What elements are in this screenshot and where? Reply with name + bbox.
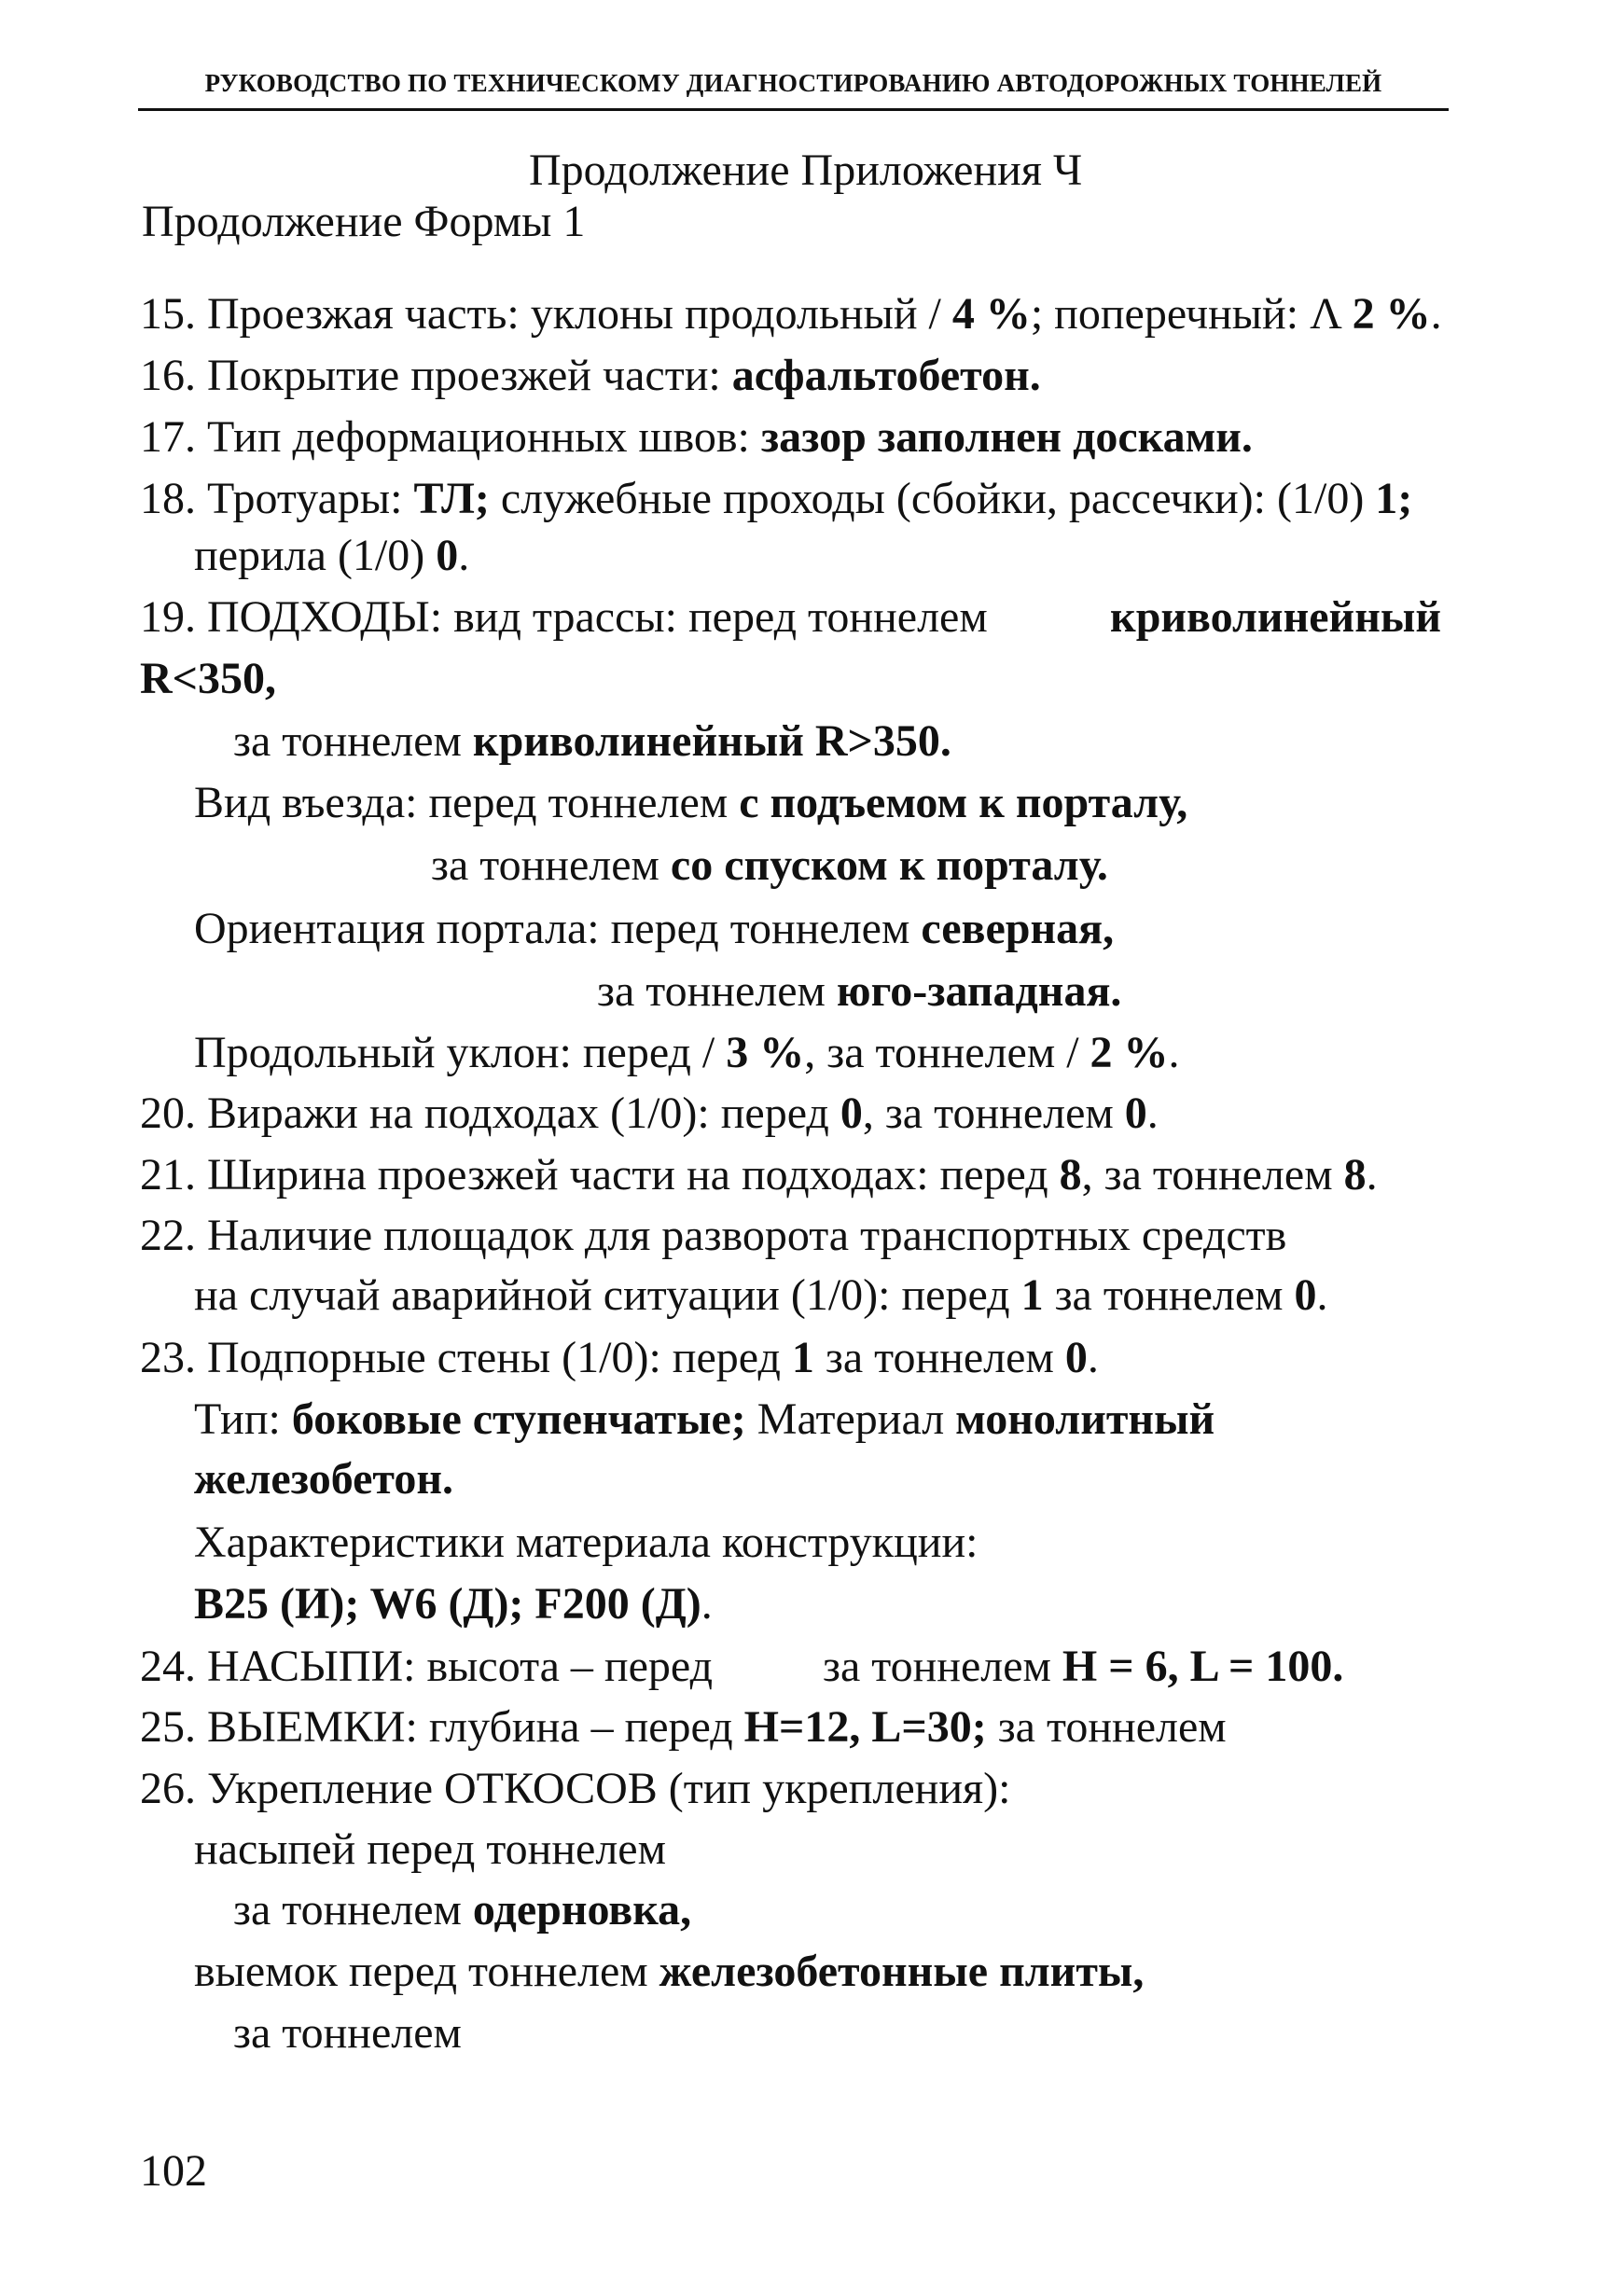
item-24: 24. НАСЫПИ: высота – перед	[140, 1642, 714, 1691]
wall-type: Тип: боковые ступенчатые; Материал монолитный	[194, 1394, 1215, 1444]
material-characteristics: Характеристики материала конструкции:	[194, 1518, 979, 1567]
item-15: 15. Проезжая часть: уклоны продольный / 4 %; поперечный: Λ 2 %.	[140, 289, 1442, 339]
item-25: 25. ВЫЕМКИ: глубина – перед Н=12, L=30; за тоннелем	[140, 1702, 1227, 1752]
item-26-embankments-after: за тоннелем одерновка,	[233, 1885, 692, 1934]
portal-orientation-after: за тоннелем юго-западная.	[597, 966, 1122, 1016]
item-23: 23. Подпорные стены (1/0): перед 1 за тоннелем 0.	[140, 1333, 1099, 1382]
header-rule	[138, 108, 1449, 111]
item-26-cuts-after: за тоннелем	[233, 2008, 462, 2058]
entry-type: Вид въезда: перед тоннелем с подъемом к порталу,	[194, 778, 1188, 827]
item-17: 17. Тип деформационных швов: зазор заполнен досками.	[140, 412, 1253, 462]
form-title: Продолжение Формы 1	[142, 197, 586, 246]
item-26: 26. Укрепление ОТКОСОВ (тип укрепления):	[140, 1764, 1011, 1813]
material-values: B25 (И); W6 (Д); F200 (Д).	[194, 1579, 713, 1629]
entry-type-after: за тоннелем со спуском к порталу.	[431, 840, 1108, 890]
item-18: 18. Тротуары: ТЛ; служебные проходы (сбойки, рассечки): (1/0) 1;	[140, 474, 1413, 523]
item-26-embankments: насыпей перед тоннелем	[194, 1824, 666, 1874]
item-20: 20. Виражи на подходах (1/0): перед 0, за тоннелем 0.	[140, 1089, 1159, 1138]
item-26-cuts: выемок перед тоннелем железобетонные плиты,	[194, 1947, 1145, 1996]
item-24-after: за тоннелем Н = 6, L = 100.	[823, 1642, 1344, 1691]
item-22: 22. Наличие площадок для разворота транспортных средств	[140, 1211, 1287, 1260]
appendix-title: Продолжение Приложения Ч	[529, 146, 1083, 195]
wall-type-cont: железобетон.	[194, 1454, 453, 1504]
longitudinal-slope: Продольный уклон: перед / 3 %, за тоннелем / 2 %.	[194, 1028, 1180, 1077]
page-number: 102	[140, 2146, 207, 2196]
item-22-cont: на случай аварийной ситуации (1/0): перед 1 за тоннелем 0.	[194, 1270, 1328, 1320]
item-16: 16. Покрытие проезжей части: асфальтобетон.	[140, 351, 1041, 400]
item-21: 21. Ширина проезжей части на подходах: перед 8, за тоннелем 8.	[140, 1150, 1378, 1199]
portal-orientation: Ориентация портала: перед тоннелем северная,	[194, 904, 1115, 953]
item-19: 19. ПОДХОДЫ: вид трассы: перед тоннелем криволинейный	[140, 592, 1441, 642]
item-19-cont: R<350,	[140, 654, 277, 703]
item-18-cont: перила (1/0) 0.	[194, 531, 470, 580]
running-header: РУКОВОДСТВО ПО ТЕХНИЧЕСКОМУ ДИАГНОСТИРОВАНИЮ АВТОДОРОЖНЫХ ТОННЕЛЕЙ	[204, 69, 1382, 97]
item-19-after: за тоннелем криволинейный R>350.	[233, 716, 951, 766]
